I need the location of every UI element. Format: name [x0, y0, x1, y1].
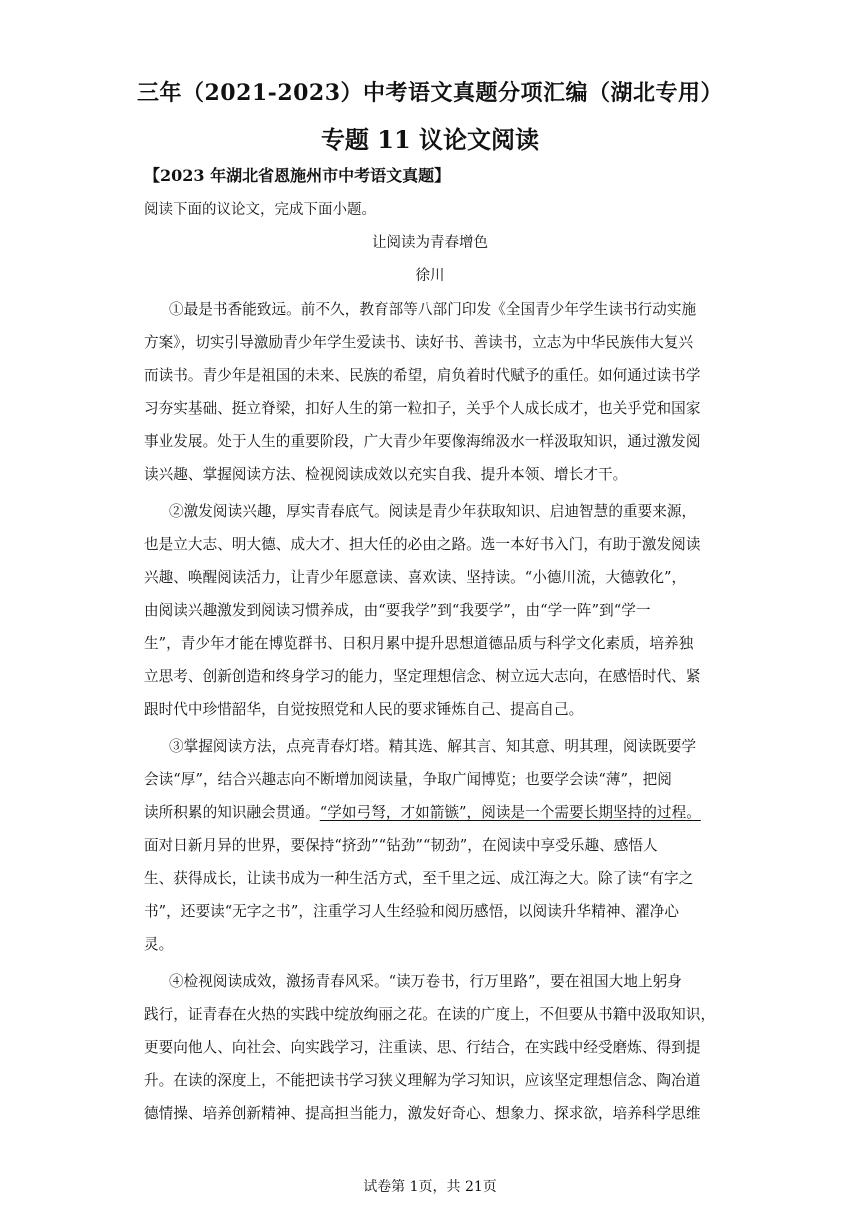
page-footer: 试卷第 1页，共 21页	[363, 1179, 497, 1195]
document-title: 三年（2021-2023）中考语文真题分项汇编（湖北专用）	[136, 80, 724, 106]
text-line: 更要向他人、向社会、向实践学习，注重读、思、行结合，在实践中经受磨炼、得到提	[144, 1039, 701, 1056]
text-line: 生”，青少年才能在博览群书、日积月累中提升思想道德品质与科学文化素质，培养独	[144, 635, 694, 652]
text-line: ④检视阅读成效，激扬青春风采。“读万卷书，行万里路”，要在祖国大地上躬身	[169, 973, 682, 990]
text-line: 书”，还要读“无字之书”，注重学习人生经验和阅历感悟，以阅读升华精神、濯净心	[144, 903, 680, 920]
article-author: 徐川	[415, 268, 445, 284]
text-segment: 读所积累的知识融会贯通。	[144, 804, 320, 821]
text-line: ③掌握阅读方法，点亮青春灯塔。精其选、解其言、知其意、明其理，阅读既要学	[169, 738, 697, 755]
underlined-sentence: “学如弓弩，才如箭镞”，阅读是一个需要长期坚持的过程。	[319, 804, 701, 821]
exam-source-heading: 【2023 年湖北省恩施州市中考语文真题】	[144, 166, 451, 185]
text-line: ①最是书香能致远。前不久，教育部等八部门印发《全国青少年学生读书行动实施	[169, 301, 697, 318]
text-line: 跟时代中珍惜韶华，自觉按照党和人民的要求锤炼自己、提高自己。	[144, 701, 584, 718]
text-line: 德情操、培养创新精神、提高担当能力，激发好奇心、想象力、探求欲，培养科学思维	[144, 1105, 701, 1122]
text-line: 事业发展。处于人生的重要阶段，广大青少年要像海绵汲水一样汲取知识，通过激发阅	[144, 433, 701, 450]
reading-instruction: 阅读下面的议论文，完成下面小题。	[144, 202, 376, 218]
text-line: 而读书。青少年是祖国的未来、民族的希望，肩负着时代赋予的重任。如何通过读书学	[144, 367, 701, 384]
text-line	[144, 801, 701, 822]
text-line: 面对日新月异的世界，要保持“挤劲”“钻劲”“韧劲”，在阅读中享受乐趣、感悟人	[144, 837, 658, 854]
text-line: ②激发阅读兴趣，厚实青春底气。阅读是青少年获取知识、启迪智慧的重要来源，	[169, 503, 697, 520]
text-line: 会读“厚”，结合兴趣志向不断增加阅读量，争取广闻博览；也要学会读“薄”，把阅	[144, 771, 672, 788]
text-line: 生、获得成长，让读书成为一种生活方式，至千里之远、成江海之大。除了读“有字之	[144, 870, 694, 887]
text-line: 读兴趣、掌握阅读方法、检视阅读成效以充实自我、提升本领、增长才干。	[144, 466, 628, 483]
text-line: 习夯实基础、挺立脊梁，扣好人生的第一粒扣子，关乎个人成长成才，也关乎党和国家	[144, 400, 701, 417]
text-line: 由阅读兴趣激发到阅读习惯养成，由“要我学”到“我要学”，由“学一阵”到“学一	[144, 602, 651, 619]
text-line: 升。在读的深度上，不能把读书学习狭义理解为学习知识，应该坚定理想信念、陶冶道	[144, 1072, 701, 1089]
text-line: 也是立大志、明大德、成大才、担大任的必由之路。选一本好书入门，有助于激发阅读	[144, 536, 701, 553]
text-line: 践行，证青春在火热的实践中绽放绚丽之花。在读的广度上，不但要从书籍中汲取知识，	[144, 1006, 716, 1023]
topic-title: 专题 11 议论文阅读	[320, 125, 540, 154]
article-title: 让阅读为青春增色	[372, 235, 488, 251]
text-line: 灵。	[144, 936, 174, 953]
text-line: 方案》，切实引导激励青少年学生爱读书、读好书、善读书，立志为中华民族伟大复兴	[144, 334, 694, 351]
text-line: 立思考、创新创造和终身学习的能力，坚定理想信念、树立远大志向，在感悟时代、紧	[144, 668, 701, 685]
text-line: 兴趣、唤醒阅读活力，让青少年愿意读、喜欢读、坚持读。“小德川流，大德敦化”，	[144, 569, 687, 586]
